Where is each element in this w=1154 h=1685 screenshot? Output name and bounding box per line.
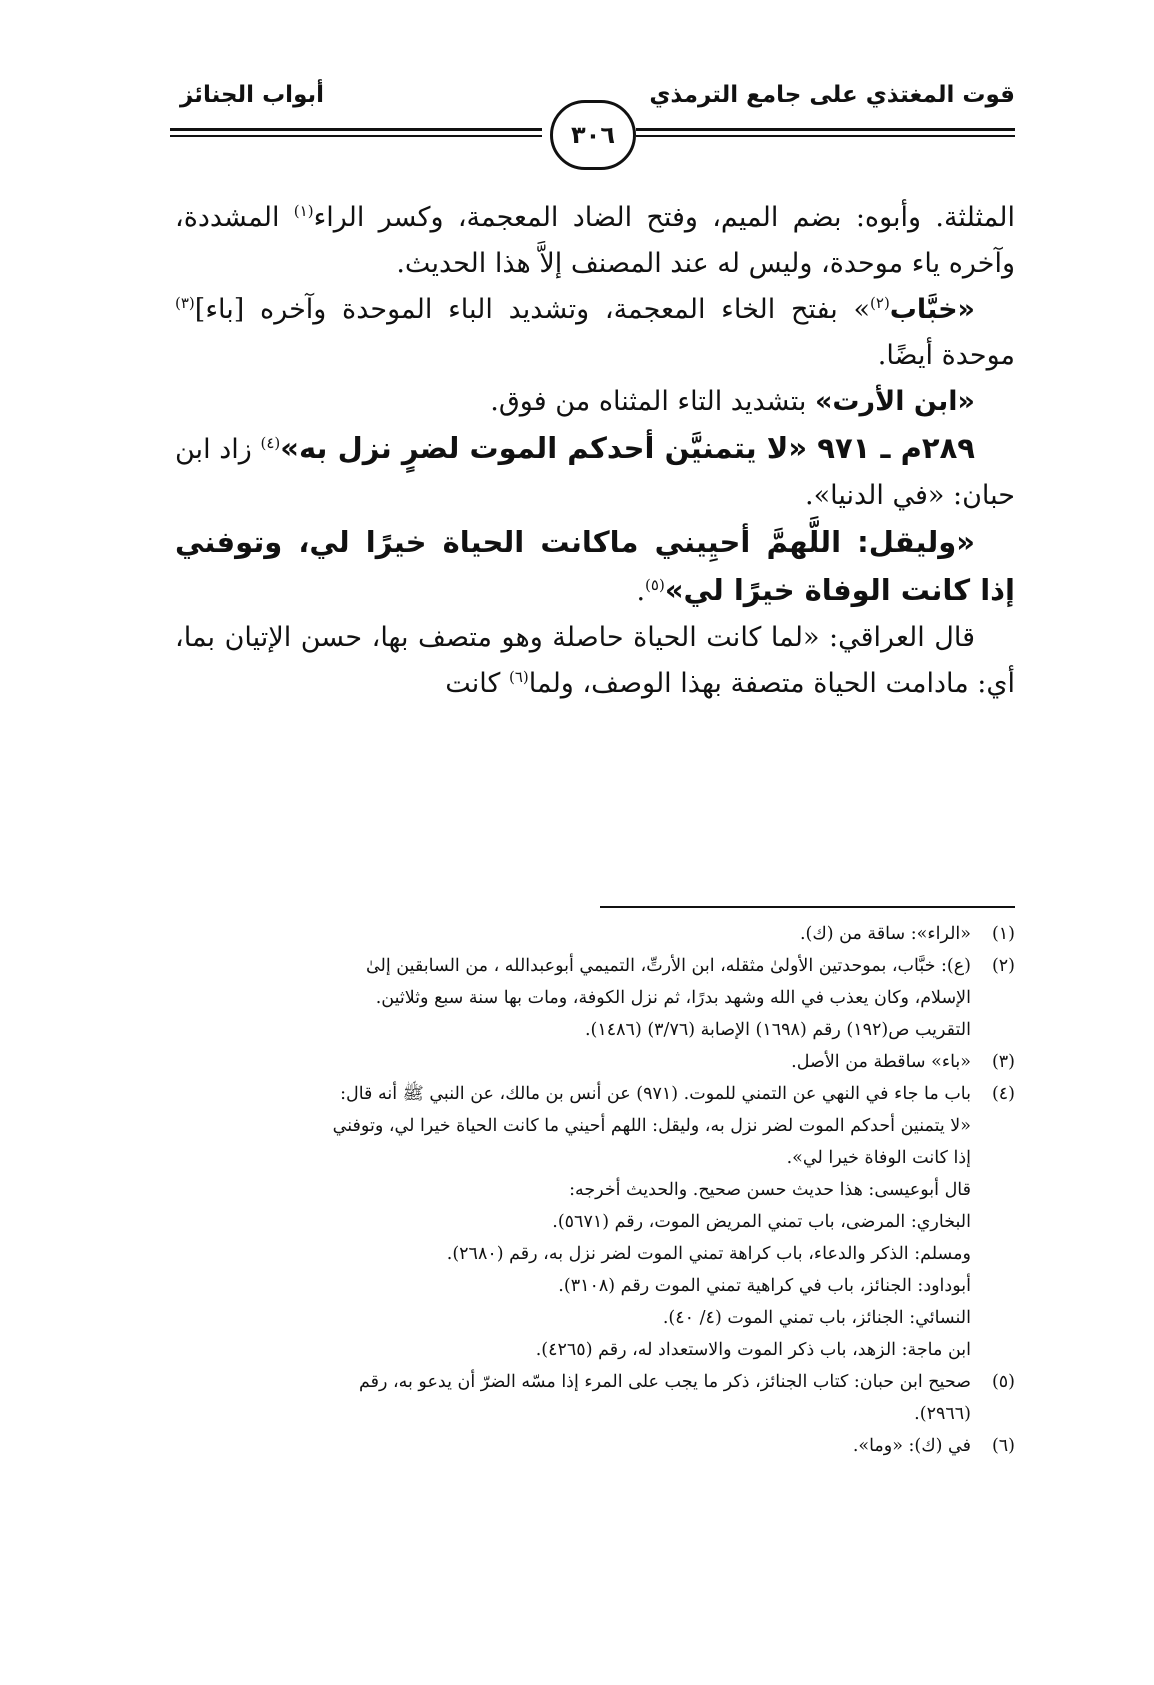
- footnote-text: الإسلام، وكان يعذب في الله وشهد بدرًا، ثم نزل الكوفة، ومات بها سنة سبع وثلاثين.: [375, 988, 971, 1008]
- footnote-number: (٢): [991, 956, 1015, 976]
- footnote-text: ومسلم: الذكر والدعاء، باب كراهة تمني الموت لضر نزل به، رقم (٢٦٨٠).: [446, 1244, 971, 1264]
- text-run: .: [636, 576, 646, 607]
- text-run: بتشديد التاء المثناه من فوق.: [490, 386, 815, 417]
- footnote-text: قال أبوعيسى: هذا حديث حسن صحيح. والحديث أخرجه:: [569, 1180, 971, 1200]
- paragraph-1: [175, 195, 1015, 287]
- paragraph-6: [175, 615, 1015, 707]
- footnote-text: التقريب ص(١٩٢) رقم (١٦٩٨) الإصابة (٣/٧٦) (١٤٨٦).: [584, 1020, 971, 1040]
- text-run: زاد: [219, 434, 261, 465]
- header-rule-right-thin: [636, 135, 1015, 137]
- footnote-number: (٥): [991, 1372, 1015, 1392]
- hadith-number: ٢٨٩م ـ ٩٧١: [817, 431, 975, 465]
- footnote-ref[interactable]: (٦): [508, 668, 529, 686]
- text-run: » بفتح الخاء المعجمة، وتشديد الباء الموحدة وآخره: [260, 294, 871, 325]
- text-run: قال العراقي: «لما كانت الحياة حاصلة وهو متصف بها، حسن الإتيان بما، أي: مادامت الحياة متصفة بهذا الوصف، ولما: [175, 622, 1015, 699]
- footnote-ref[interactable]: (٥): [645, 576, 665, 594]
- footnote-text: النسائي: الجنائز، باب تمني الموت (٤/ ٤٠).: [662, 1308, 971, 1328]
- hadith-text: «وليقل: اللَّهمَّ أحيِيني ماكانت الحياة خيرًا لي، وتوفني إذا كانت الوفاة خيرًا لي»: [175, 525, 1015, 607]
- text-run: [باء]: [194, 294, 245, 325]
- footnote-3: [175, 1046, 1015, 1078]
- header-rule-left: [170, 128, 542, 131]
- footnote-ref[interactable]: (٤): [260, 434, 281, 452]
- footnote-2: [175, 950, 1015, 1046]
- text-run: ابن حبان: «في الدنيا».: [175, 434, 1015, 511]
- main-text: [175, 195, 1015, 707]
- footnote-text: في (ك): «وما».: [852, 1436, 971, 1456]
- footnote-text: البخاري: المرضى، باب تمني المريض الموت، رقم (٥٦٧١).: [552, 1212, 971, 1232]
- footnote-separator: [600, 906, 1015, 908]
- footnote-text: (٢٩٦٦).: [914, 1404, 971, 1424]
- footnote-text: صحيح ابن حبان: كتاب الجنائز، ذكر ما يجب على المرء إذا مسّه الضرّ أن يدعو به، رقم: [358, 1372, 971, 1392]
- chapter-title: أبواب الجنائز: [180, 82, 325, 108]
- footnote-ref[interactable]: (١): [293, 202, 314, 220]
- footnote-text: «لا يتمنين أحدكم الموت لضر نزل به، وليقل: اللهم أحيني ما كانت الحياة خيرا لي، وتوفني: [332, 1116, 971, 1136]
- text-run: موحدة أيضًا.: [877, 340, 1015, 371]
- footnote-ref[interactable]: (٢): [870, 294, 890, 312]
- footnote-number: (٣): [991, 1052, 1015, 1072]
- footnote-text: إذا كانت الوفاة خيرا لي».: [786, 1148, 971, 1168]
- footnote-number: (٦): [991, 1436, 1015, 1456]
- footnote-1: [175, 918, 1015, 950]
- text-run: كانت: [445, 668, 509, 699]
- footnote-text: «باء» ساقطة من الأصل.: [791, 1052, 971, 1072]
- term-khabbab: «خبَّاب: [889, 294, 975, 325]
- footnote-text: باب ما جاء في النهي عن التمني للموت. (٩٧١) عن أنس بن مالك، عن النبي ﷺ أنه قال:: [340, 1084, 971, 1104]
- paragraph-2: [175, 287, 1015, 379]
- footnote-4: [175, 1078, 1015, 1366]
- text-run: المشددة، وآخره ياء موحدة، وليس له عند المصنف إلاَّ هذا الحديث.: [175, 202, 1015, 279]
- footnote-number: (٤): [991, 1084, 1015, 1104]
- page-number: ٣٠٦: [550, 100, 636, 170]
- book-title: قوت المغتذي على جامع الترمذي: [649, 82, 1015, 108]
- paragraph-3: [175, 379, 1015, 425]
- footnote-ref[interactable]: (٣): [175, 294, 195, 312]
- footnote-text: أبوداود: الجنائز، باب في كراهية تمني الموت رقم (٣١٠٨).: [558, 1276, 971, 1296]
- footnote-6: [175, 1430, 1015, 1462]
- paragraph-5: [175, 519, 1015, 615]
- header-rule-right: [636, 128, 1015, 131]
- footnote-text: ابن ماجة: الزهد، باب ذكر الموت والاستعداد له، رقم (٤٢٦٥).: [535, 1340, 971, 1360]
- term-ibn-al-aratt: «ابن الأرت»: [814, 386, 975, 417]
- footnote-text: «الراء»: ساقة من (ك).: [799, 924, 971, 944]
- footnote-5: [175, 1366, 1015, 1430]
- paragraph-4: [175, 425, 1015, 519]
- footnote-number: (١): [991, 924, 1015, 944]
- page-header: [170, 70, 1015, 165]
- hadith-text: «لا يتمنيَّن أحدكم الموت لضرٍ نزل به»: [280, 431, 818, 465]
- footnotes: [175, 918, 1015, 1462]
- text-run: المثلثة. وأبوه: بضم الميم، وفتح الضاد المعجمة، وكسر الراء: [313, 202, 1015, 233]
- header-rule-left-thin: [170, 135, 542, 137]
- footnote-text: (ع): خبَّاب، بموحدتين الأولىٰ مثقله، ابن الأرتِّ، التميمي أبوعبدالله ، من السابقين إلىٰ: [365, 956, 971, 976]
